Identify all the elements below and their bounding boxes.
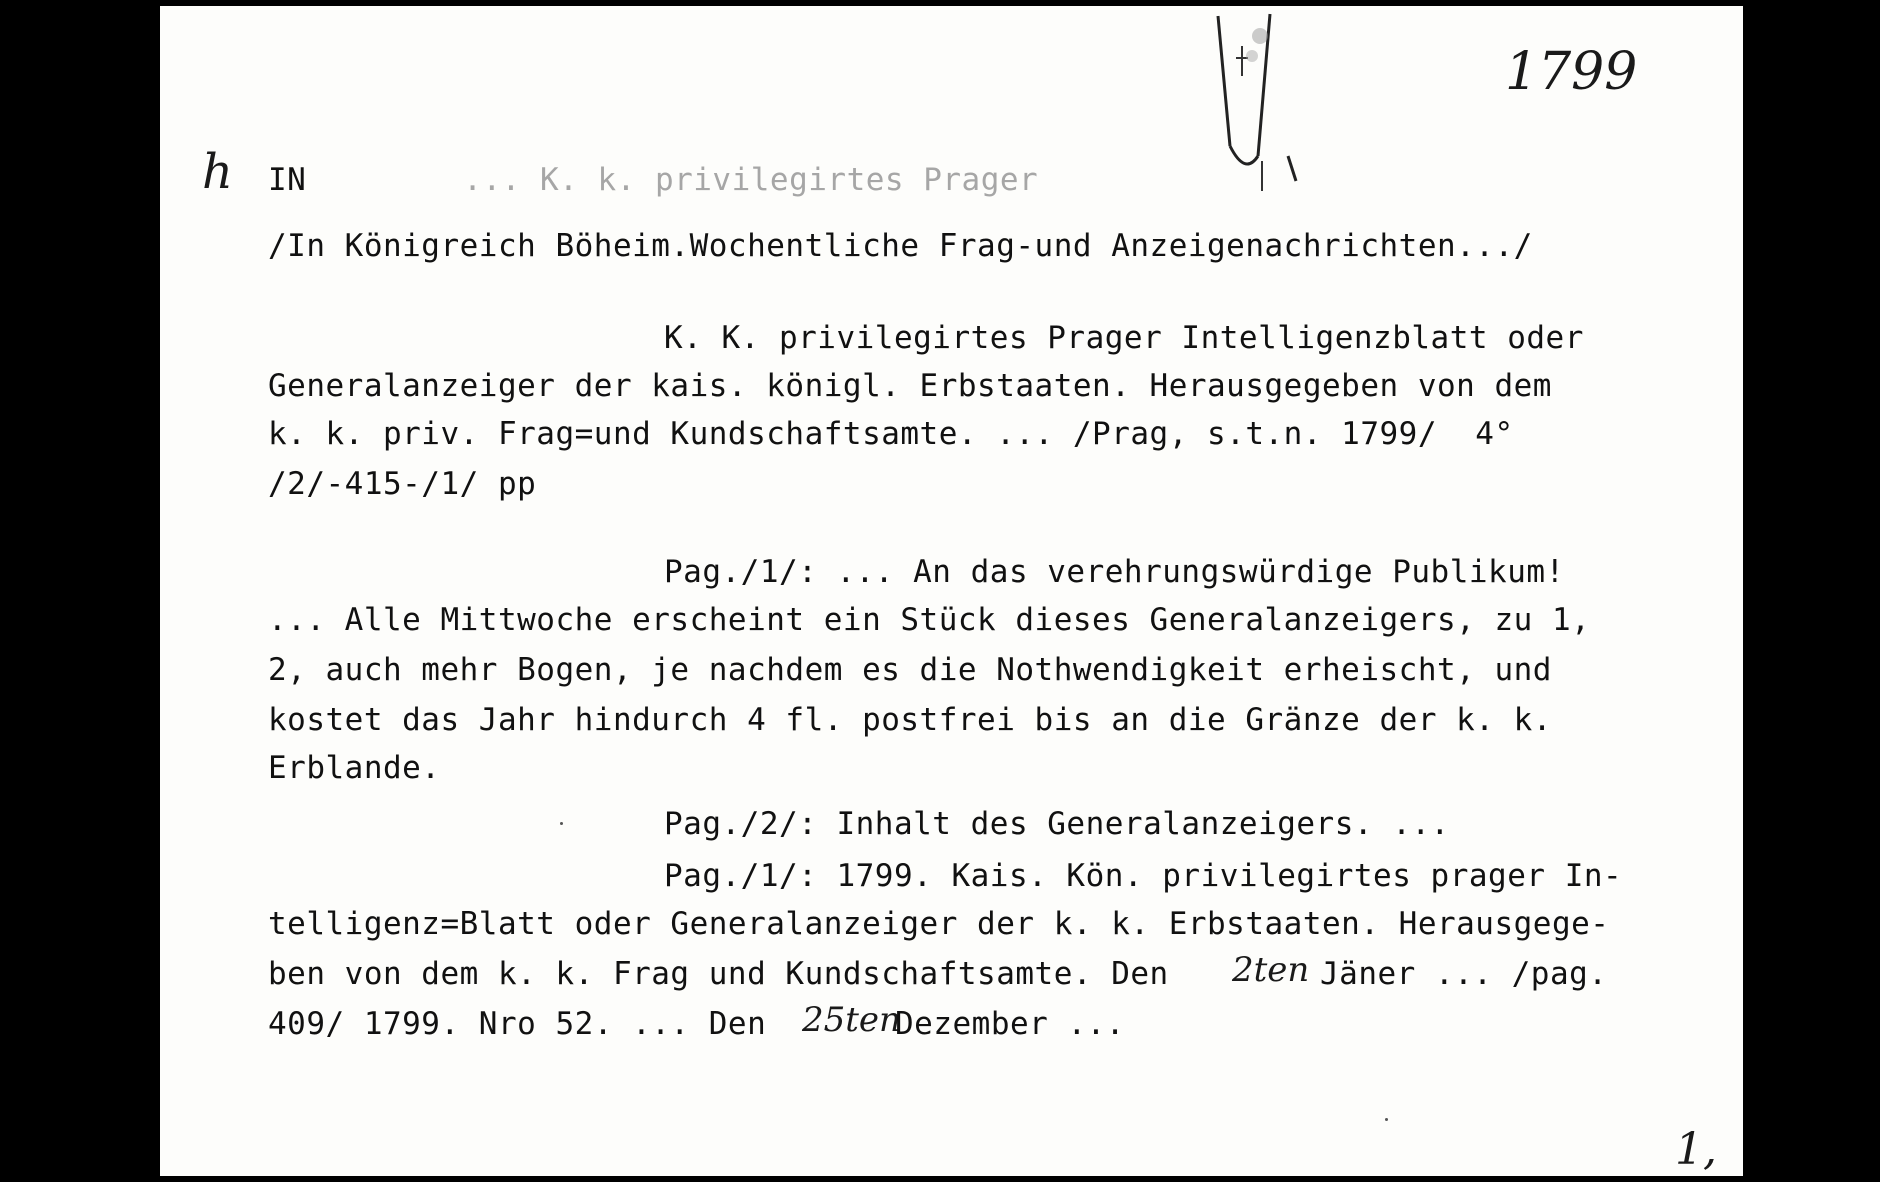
alt-title: /In Königreich Böheim.Wochentliche Frag-und Anzeigenachrichten.../ — [268, 228, 1533, 264]
note3-line-2: telligenz=Blatt oder Generalanzeiger der k. k. Erbstaaten. Herausgege- — [268, 906, 1610, 942]
note3-line-4a: 409/ 1799. Nro 52. ... Den — [268, 1006, 767, 1042]
heading-faded: ... K. k. privilegirtes Prager — [310, 162, 1039, 198]
note3-line-4b: Dezember ... — [895, 1006, 1125, 1042]
note1-line-2: ... Alle Mittwoche erscheint ein Stück dieses Generalanzeigers, zu 1, — [268, 602, 1591, 638]
title-line-4: /2/-415-/1/ pp — [268, 466, 537, 502]
note1-line-3: 2, auch mehr Bogen, je nachdem es die Nothwendigkeit erheischt, und — [268, 652, 1552, 688]
title-line-1: K. K. privilegirtes Prager Intelligenzblatt oder — [664, 320, 1584, 356]
note3-line-3a: ben von dem k. k. Frag und Kundschaftsamte. Den — [268, 956, 1169, 992]
speck — [1385, 1118, 1388, 1121]
hand-25ten: 25ten — [802, 1000, 901, 1040]
note3-line-1: Pag./1/: 1799. Kais. Kön. privilegirtes prager In- — [664, 858, 1623, 894]
catalog-card — [160, 6, 1743, 1176]
hand-2ten: 2ten — [1232, 950, 1310, 990]
note1-line-4: kostet das Jahr hindurch 4 fl. postfrei bis an die Gränze der k. k. — [268, 702, 1552, 738]
heading-start: IN — [268, 162, 307, 198]
note1-line-5: Erblande. — [268, 750, 441, 786]
note3-line-3b: Jäner ... /pag. — [1320, 956, 1608, 992]
year-mark: 1799 — [1505, 42, 1638, 102]
title-line-3: k. k. priv. Frag=und Kundschaftsamte. ... /Prag, s.t.n. 1799/ 4° — [268, 416, 1514, 452]
margin-mark: h — [202, 144, 233, 200]
title-line-2: Generalanzeiger der kais. königl. Erbstaaten. Herausgegeben von dem — [268, 368, 1552, 404]
note2-line: Pag./2/: Inhalt des Generalanzeigers. ... — [664, 806, 1450, 842]
speck — [560, 822, 563, 825]
page-mark: 1, — [1675, 1124, 1717, 1175]
stamp-smudge — [1200, 6, 1310, 206]
note1-line-1: Pag./1/: ... An das verehrungswürdige Publikum! — [664, 554, 1565, 590]
